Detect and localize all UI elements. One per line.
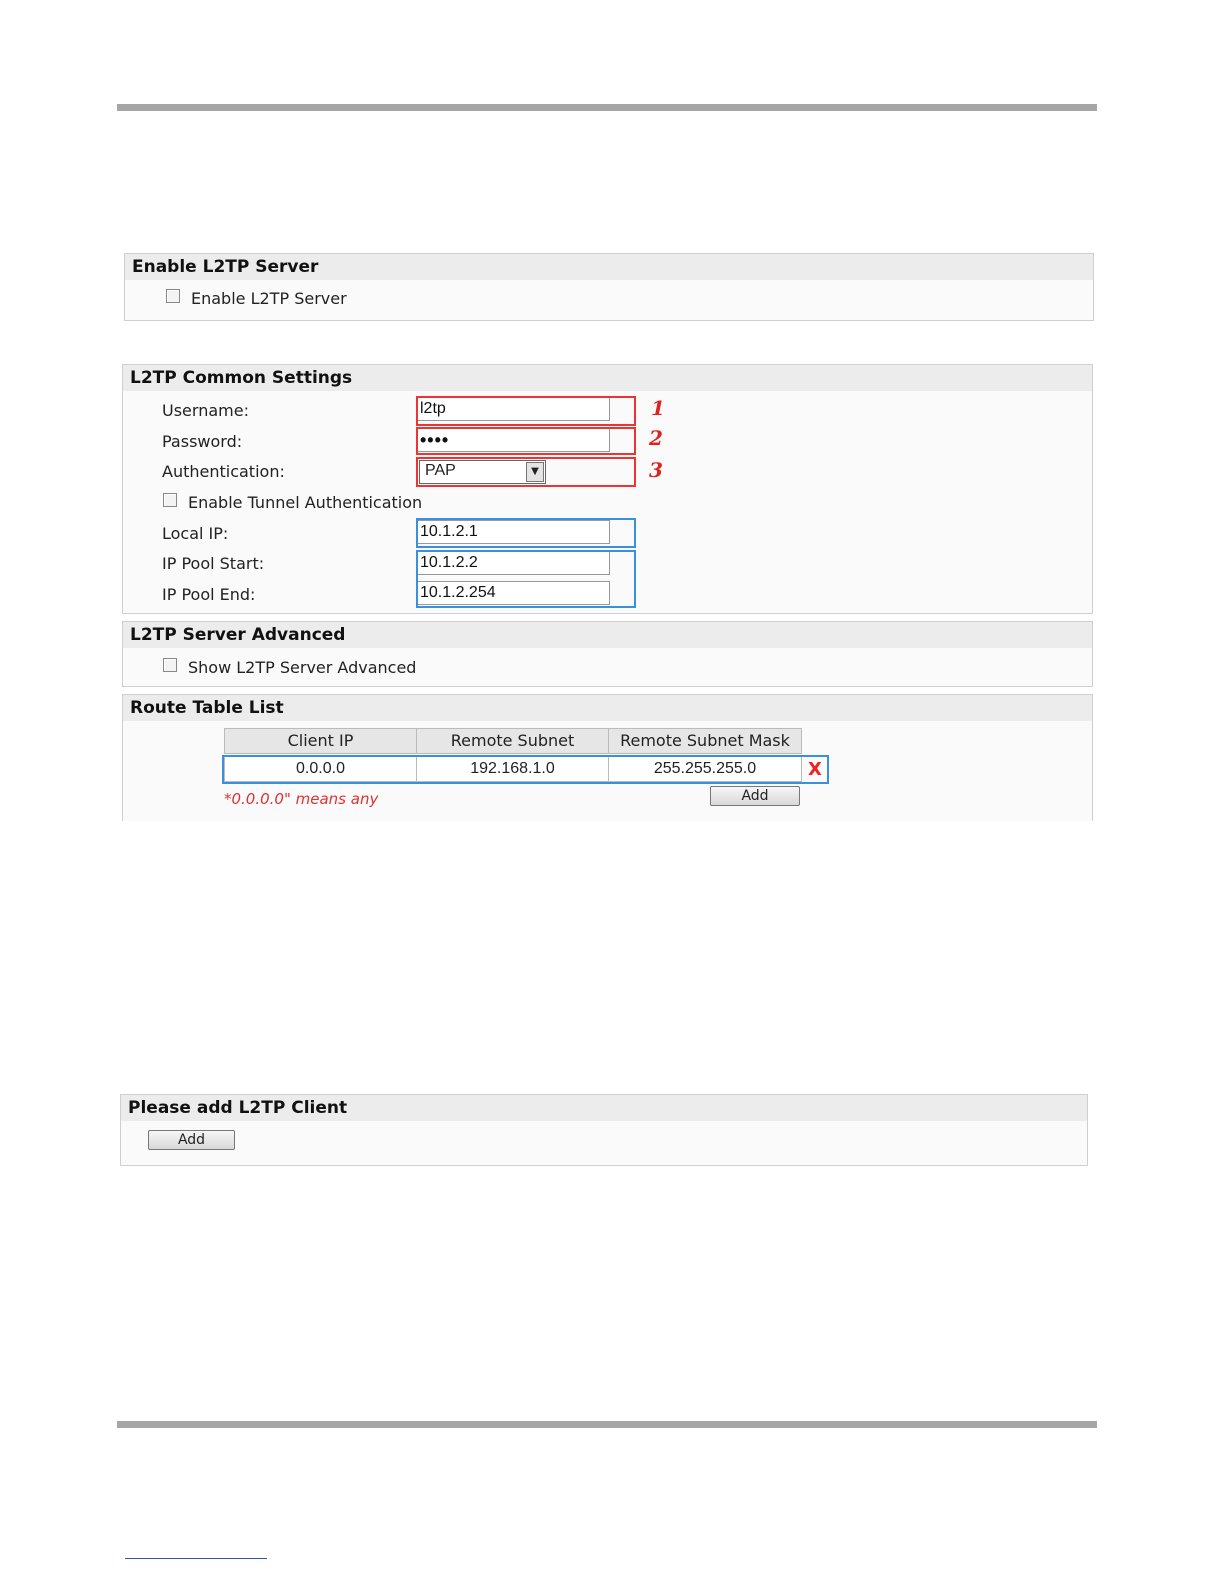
pool-start-label: IP Pool Start: xyxy=(162,554,265,573)
add-client-button[interactable]: Add xyxy=(148,1130,235,1150)
marker-3: 3 xyxy=(649,458,663,482)
highlight-box-ip-pool xyxy=(416,550,636,608)
column-header: Remote Subnet xyxy=(416,728,609,754)
username-input[interactable]: l2tp xyxy=(417,397,610,421)
chevron-down-icon[interactable]: ▼ xyxy=(526,462,544,482)
highlight-box-local-ip xyxy=(416,518,636,548)
pool-end-input[interactable]: 10.1.2.254 xyxy=(417,581,610,605)
password-input[interactable]: •••• xyxy=(417,428,610,452)
username-label: Username: xyxy=(162,401,249,420)
highlight-box-username xyxy=(416,396,636,426)
show-advanced-checkbox[interactable] xyxy=(163,658,177,672)
marker-1: 1 xyxy=(651,396,665,420)
enable-l2tp-label: Enable L2TP Server xyxy=(191,289,347,308)
local-ip-input[interactable]: 10.1.2.1 xyxy=(417,520,610,544)
panel-title: L2TP Common Settings xyxy=(123,365,1092,391)
enable-l2tp-panel xyxy=(124,253,1094,321)
client-ip-cell[interactable]: 0.0.0.0 xyxy=(224,756,417,782)
panel-title: Please add L2TP Client xyxy=(121,1095,1087,1121)
footer-link-underline xyxy=(125,1558,267,1559)
tunnel-auth-checkbox[interactable] xyxy=(163,493,177,507)
password-label: Password: xyxy=(162,432,243,451)
add-route-button[interactable]: Add xyxy=(710,786,800,806)
marker-2: 2 xyxy=(649,426,663,450)
column-header: Remote Subnet Mask xyxy=(608,728,802,754)
local-ip-label: Local IP: xyxy=(162,524,229,543)
route-note: *0.0.0.0" means any xyxy=(224,790,379,808)
tunnel-auth-label: Enable Tunnel Authentication xyxy=(188,493,423,512)
highlight-box-route-row xyxy=(222,755,829,784)
highlight-box-password xyxy=(416,427,636,455)
authentication-value: PAP xyxy=(425,462,456,479)
show-advanced-label: Show L2TP Server Advanced xyxy=(188,658,417,677)
panel-title: L2TP Server Advanced xyxy=(123,622,1092,648)
authentication-label: Authentication: xyxy=(162,462,285,481)
common-settings-panel xyxy=(122,364,1093,614)
highlight-box-authentication xyxy=(416,457,636,487)
enable-l2tp-checkbox[interactable] xyxy=(166,289,180,303)
l2tp-client-panel xyxy=(120,1094,1088,1166)
column-header: Client IP xyxy=(224,728,417,754)
header-rule xyxy=(117,104,1097,111)
remote-subnet-mask-cell[interactable]: 255.255.255.0 xyxy=(608,756,802,782)
delete-row-icon[interactable]: X xyxy=(808,759,822,780)
footer-rule xyxy=(117,1421,1097,1428)
route-table-panel xyxy=(122,694,1093,821)
pool-start-input[interactable]: 10.1.2.2 xyxy=(417,551,610,575)
advanced-panel xyxy=(122,621,1093,687)
panel-title: Route Table List xyxy=(123,695,1092,721)
pool-end-label: IP Pool End: xyxy=(162,585,256,604)
remote-subnet-cell[interactable]: 192.168.1.0 xyxy=(416,756,609,782)
panel-title: Enable L2TP Server xyxy=(125,254,1093,280)
